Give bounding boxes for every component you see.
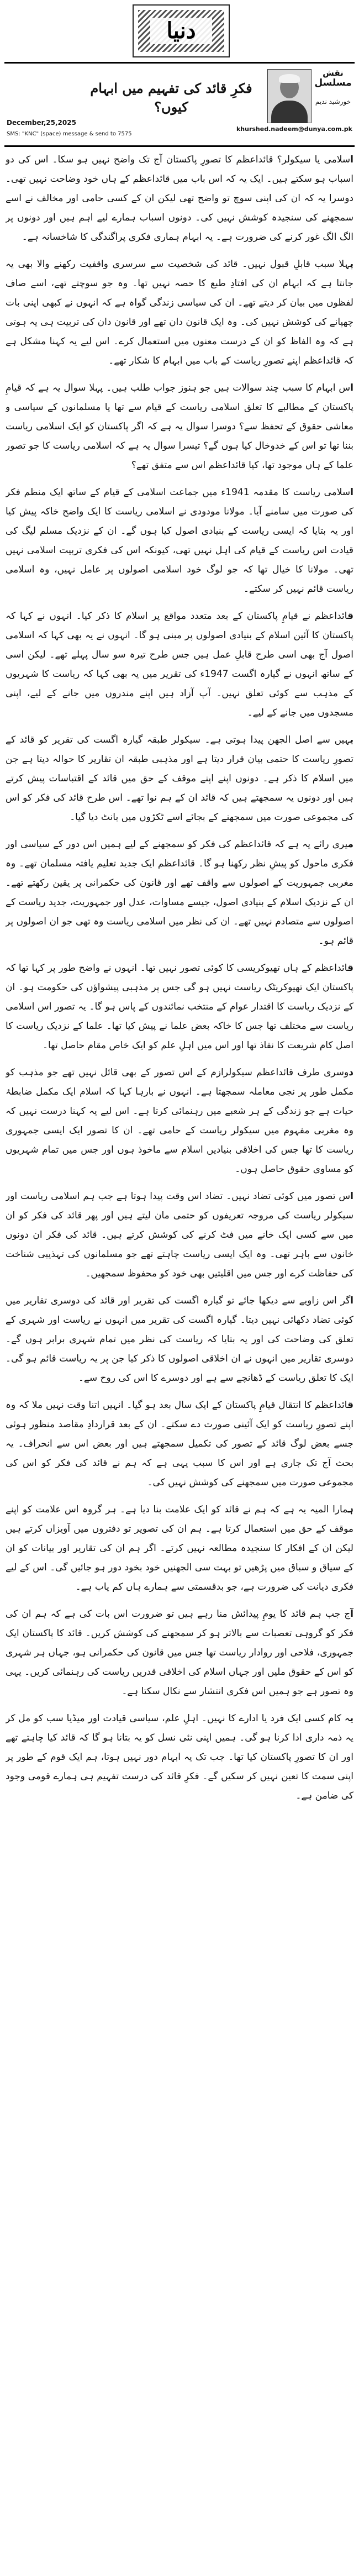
article-paragraph: قائداعظم کے ہاں تھیوکریسی کا کوئی تصور نہیں تھا۔ انہوں نے واضح طور پر کہا تھا کہ پاکستان ایک تھیوکریٹک ریاست نہیں ہو گی جس پر مذہبی پیشواؤں کی حکومت ہو۔ ان کے نزدیک ریاست کا اقتدار عوام کے منتخب نمائندوں کے پاس ہو گا۔ یہ تصور اس اسلامی ریاست سے مختلف تھا جس کا خاکہ بعض علما نے پیش کیا تھا۔ علما کے نزدیک ریاست کا اصل کام شریعت کا نفاذ تھا اور اس میں اہلِ علم کو ایک خاص مقام حاصل تھا۔ xyxy=(6,963,353,1051)
column-header xyxy=(4,62,355,147)
article-paragraph: یہیں سے اصل الجھن پیدا ہوتی ہے۔ سیکولر طبقہ گیارہ اگست کی تقریر کو قائد کے تصورِ ریاست کا حتمی بیان قرار دیتا ہے اور مذہبی طبقہ ان تقاریر کا حوالہ دیتا ہے جن میں اسلام کا ذکر ہے۔ دونوں اپنے اپنے موقف کے حق میں قائد کے اقتباسات پیش کرتے ہیں اور دونوں یہ سمجھتے ہیں کہ قائد ان کے ہم نوا تھے۔ اس طرح قائد کی فکر کو اس کی مجموعی صورت میں سمجھنے کے بجائے اسے ٹکڑوں میں بانٹ دیا گیا۔ xyxy=(6,734,353,823)
article-paragraph: اسلامی یا سیکولر؟ قائداعظم کا تصورِ پاکستان آج تک واضح نہیں ہو سکا۔ اس کی دو اسباب ہو سکتے ہیں۔ ایک یہ کہ اس باب میں قائداعظم کے ہاں خود وضاحت نہیں تھی۔ دوسرا یہ کہ ان کی اپنی سوچ تو واضح تھی لیکن ان کے کسی حامی اور مخالف نے اسے سمجھنے کی سنجیدہ کوشش نہیں کی۔ دونوں اسباب ہمارے لیے اہم ہیں اور دونوں پر الگ الگ غور کرنے کی ضرورت ہے۔ یہ ابہام ہماری فکری پراگندگی کا شاخسانہ ہے۔ xyxy=(6,154,353,243)
masthead xyxy=(0,0,359,61)
article-paragraph: ہمارا المیہ یہ ہے کہ ہم نے قائد کو ایک علامت بنا دیا ہے۔ ہر گروہ اس علامت کو اپنے موقف کے حق میں استعمال کرتا ہے۔ ہم ان کی تصویر تو دفتروں میں آویزاں کرتے ہیں لیکن ان کے افکار کا سنجیدہ مطالعہ نہیں کرتے۔ اگر ہم ان کی تقاریر اور بیانات کو ان کے سیاق و سباق میں پڑھیں تو بہت سی الجھنیں خود بخود دور ہو جائیں گی۔ اس کے لیے فکری دیانت کی ضرورت ہے، جو بدقسمتی سے ہمارے ہاں کم یاب ہے۔ xyxy=(6,1504,353,1592)
article-body xyxy=(6,150,353,2570)
article-paragraph: دوسری طرف قائداعظم سیکولرازم کے اس تصور کے بھی قائل نہیں تھے جو مذہب کو مکمل طور پر نجی معاملہ سمجھتا ہے۔ انہوں نے بارہا کہا کہ اسلام ایک مکمل ضابطۂ حیات ہے جو زندگی کے ہر شعبے میں رہنمائی کرتا ہے۔ اس لیے یہ کہنا درست نہیں کہ وہ مغربی مفہوم میں سیکولر ریاست کے حامی تھے۔ ان کا تصور ایک ایسی جمہوری ریاست کا تھا جس کی اخلاقی بنیادیں اسلام سے ماخوذ ہوں اور جس میں تمام شہریوں کو مساوی حقوق حاصل ہوں۔ xyxy=(6,1067,353,1175)
author-photo-hair xyxy=(279,74,300,83)
publish-date: December,25,2025 xyxy=(7,119,76,127)
newspaper-logo xyxy=(133,4,230,57)
article-paragraph: آج جب ہم قائد کا یومِ پیدائش منا رہے ہیں تو ضرورت اس بات کی ہے کہ ہم ان کی فکر کو گروہی تعصبات سے بالاتر ہو کر سمجھنے کی کوشش کریں۔ قائد کا پاکستان ایک جمہوری، فلاحی اور روادار ریاست تھا جس میں قانون کی حکمرانی ہو، جہاں ہر شہری کو اس کے حقوق ملیں اور جہاں اسلام کی اخلاقی قدریں ریاست کی رہنمائی کریں۔ یہی وہ تصور ہے جو ہمیں اس فکری انتشار سے نکال سکتا ہے۔ xyxy=(6,1608,353,1697)
article-title: فکرِ قائد کی تفہیم میں ابہام کیوں؟ xyxy=(90,80,252,115)
article-paragraph: اس ابہام کا سبب چند سوالات ہیں جو ہنوز جواب طلب ہیں۔ پہلا سوال یہ ہے کہ قیامِ پاکستان کے مطالبے کا تعلق اسلامی ریاست کے قیام سے تھا یا مسلمانوں کے سیاسی و معاشی حقوق کے تحفظ سے؟ دوسرا سوال یہ ہے کہ اگر پاکستان کو ایک اسلامی ریاست بننا تھا تو اس کے خدوخال کیا ہوں گے؟ تیسرا سوال یہ ہے کہ اسلامی ریاست کا جو تصور علما کے ہاں موجود تھا، کیا قائداعظم اس سے متفق تھے؟ xyxy=(6,382,353,471)
author-photo xyxy=(267,69,312,123)
sms-info: SMS: "KNC" (space) message & send to 7575 xyxy=(7,131,132,137)
article-paragraph: اگر اس زاویے سے دیکھا جائے تو گیارہ اگست کی تقریر اور قائد کی دوسری تقاریر میں کوئی تضاد دکھائی نہیں دیتا۔ گیارہ اگست کی تقریر میں انہوں نے ریاست اور شہری کے تعلق کی وضاحت کی اور یہ بتایا کہ ریاست کی نظر میں تمام شہری برابر ہوں گے۔ دوسری تقاریر میں انہوں نے ان اخلاقی اصولوں کا ذکر کیا جن پر یہ ریاست قائم ہو گی۔ ایک کا تعلق ریاست کے ڈھانچے سے ہے اور دوسرے کا اس کی روح سے۔ xyxy=(6,1295,353,1384)
article-paragraph: قائداعظم نے قیامِ پاکستان کے بعد متعدد مواقع پر اسلام کا ذکر کیا۔ انہوں نے کہا کہ پاکستان کا آئین اسلام کے بنیادی اصولوں پر مبنی ہو گا۔ انہوں نے یہ بھی کہا کہ اسلامی اصول آج بھی اسی طرح قابلِ عمل ہیں جس طرح تیرہ سو سال پہلے تھے۔ لیکن اسی کے ساتھ انہوں نے گیارہ اگست 1947ء کی تقریر میں یہ بھی کہا کہ ریاست کا شہریوں کے مذہب سے کوئی تعلق نہیں۔ آپ آزاد ہیں اپنے مندروں میں جانے کے لیے، اپنی مسجدوں میں جانے کے لیے۔ xyxy=(6,611,353,718)
logo-text: دنیا xyxy=(150,18,212,44)
column-name xyxy=(314,68,352,88)
article-paragraph: پہلا سبب قابلِ قبول نہیں۔ قائد کی شخصیت سے سرسری واقفیت رکھنے والا بھی یہ جانتا ہے کہ ابہام ان کی افتادِ طبع کا حصہ نہیں تھا۔ وہ جو سوچتے تھے، اسے صاف لفظوں میں بیان کر دیتے تھے۔ ان کی سیاسی زندگی گواہ ہے کہ انہوں نے کبھی اپنی بات چھپانے کی کوشش نہیں کی۔ وہ ایک قانون دان تھے اور قانون دان کی تربیت ہی یہ ہوتی ہے کہ وہ الفاظ کو ان کے درست معنوں میں استعمال کرے۔ اس لیے یہ کہنا مشکل ہے کہ قائداعظم اپنے تصورِ ریاست کے باب میں ابہام کا شکار تھے۔ xyxy=(6,259,353,366)
author-photo-body xyxy=(271,101,308,123)
article-paragraph: میری رائے یہ ہے کہ قائداعظم کی فکر کو سمجھنے کے لیے ہمیں اس دور کے سیاسی اور فکری ماحول کو پیشِ نظر رکھنا ہو گا۔ قائداعظم ایک جدید تعلیم یافتہ مسلمان تھے۔ وہ مغربی جمہوریت کے اصولوں سے واقف تھے اور قانون کی حکمرانی پر یقین رکھتے تھے۔ ان کے نزدیک اسلام کے بنیادی اصول، جیسے مساوات، عدل اور جمہوریت، جدید ریاست کے اصولوں سے متصادم نہیں تھے۔ ان کی نظر میں اسلامی ریاست وہ تھی جو ان اصولوں پر قائم ہو۔ xyxy=(6,839,353,947)
column-name-line2: مسلسل xyxy=(314,77,352,88)
article-paragraph: اسلامی ریاست کا مقدمہ 1941ء میں جماعت اسلامی کے قیام کے ساتھ ایک منظم فکر کی صورت میں سامنے آیا۔ مولانا مودودی نے اسلامی ریاست کا ایک واضح خاکہ پیش کیا اور یہ بتایا کہ ایسی ریاست کے بنیادی اصول کیا ہوں گے۔ ان کے نزدیک مسلم لیگ کی قیادت اس ریاست کے قیام کی اہل نہیں تھی، کیونکہ اس کی فکری تربیت اسلامی نہیں تھی۔ مولانا کا خیال تھا کہ جو لوگ خود اسلامی اصولوں پر عامل نہیں، وہ اسلامی ریاست قائم نہیں کر سکتے۔ xyxy=(6,487,353,595)
author-name: خورشید ندیم xyxy=(315,98,351,106)
author-email: khurshed.nadeem@dunya.com.pk xyxy=(236,125,352,133)
article-paragraph: اس تصور میں کوئی تضاد نہیں۔ تضاد اس وقت پیدا ہوتا ہے جب ہم اسلامی ریاست اور سیکولر ریاست کی مروجہ تعریفوں کو حتمی مان لیتے ہیں اور پھر قائد کی فکر کو ان میں سے کسی ایک خانے میں فٹ کرنے کی کوشش کرتے ہیں۔ قائد کی فکر ان دونوں خانوں سے باہر تھی۔ وہ ایک ایسی ریاست چاہتے تھے جو مسلمانوں کی تہذیبی شناخت کی حفاظت کرے اور جس میں اقلیتیں بھی خود کو محفوظ سمجھیں۔ xyxy=(6,1191,353,1279)
article-paragraph: قائداعظم کا انتقال قیامِ پاکستان کے ایک سال بعد ہو گیا۔ انہیں اتنا وقت نہیں ملا کہ وہ اپنے تصورِ ریاست کو ایک آئینی صورت دے سکتے۔ ان کے بعد قراردادِ مقاصد منظور ہوئی جسے بعض لوگ قائد کے تصور کی تکمیل سمجھتے ہیں اور بعض اس سے انحراف۔ یہ بحث آج تک جاری ہے اور اس کا سبب یہی ہے کہ ہم نے قائد کی فکر کو اس کی مجموعی صورت میں سمجھنے کی کوشش نہیں کی۔ xyxy=(6,1400,353,1488)
column-name-line1: نقش xyxy=(323,68,344,78)
article-paragraph: یہ کام کسی ایک فرد یا ادارے کا نہیں۔ اہلِ علم، سیاسی قیادت اور میڈیا سب کو مل کر یہ ذمہ داری ادا کرنا ہو گی۔ ہمیں اپنی نئی نسل کو یہ بتانا ہو گا کہ قائد کیا چاہتے تھے اور ان کا تصورِ پاکستان کیا تھا۔ جب تک یہ ابہام دور نہیں ہوتا، ہم ایک قوم کے طور پر اپنی سمت کا تعین نہیں کر سکیں گے۔ فکرِ قائد کی درست تفہیم ہی ہمارے قومی وجود کی ضامن ہے۔ xyxy=(6,1713,353,1801)
